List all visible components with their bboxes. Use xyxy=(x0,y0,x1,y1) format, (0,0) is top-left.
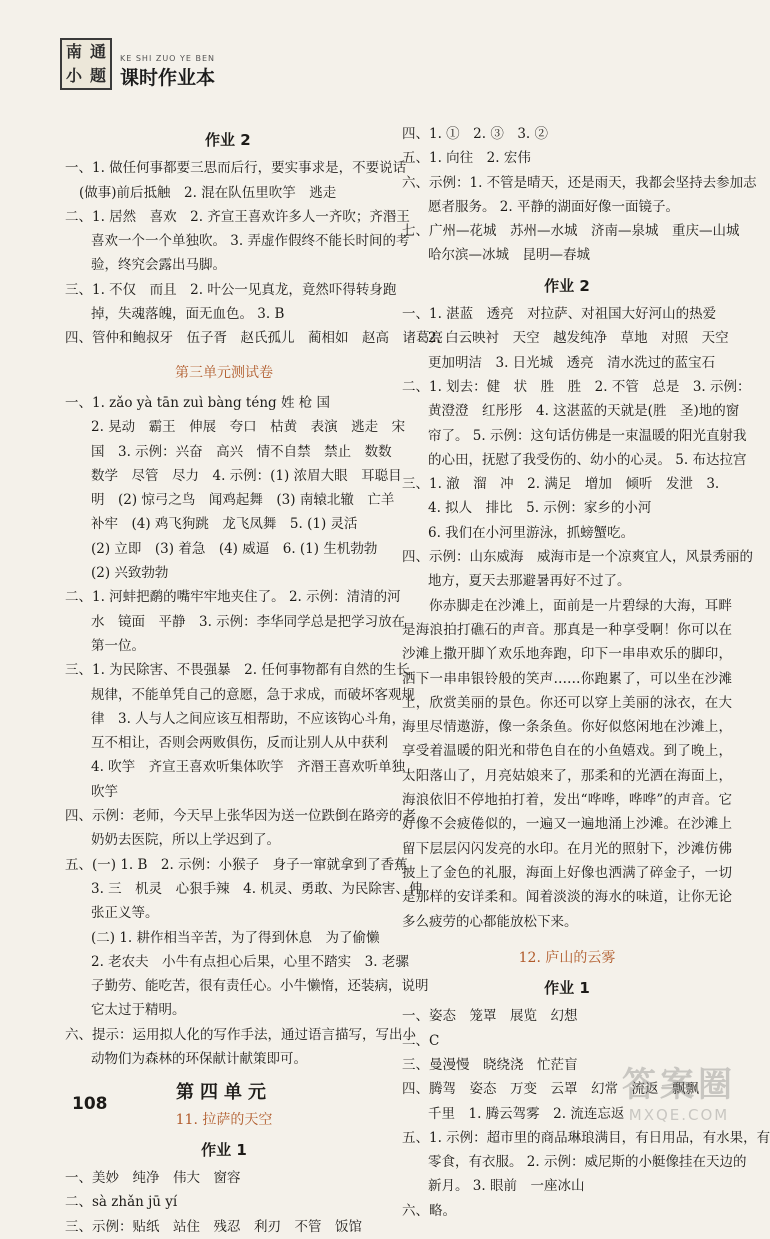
answer-line: 四、管仲和鲍叔牙 伍子胥 赵氏孤儿 蔺相如 赵高 诸葛亮 xyxy=(65,330,443,347)
answer-line: 的心田，抚慰了我受伤的、幼小的心灵。 5. 布达拉宫 xyxy=(428,451,747,468)
answer-line: (2) 兴致勃勃 xyxy=(91,565,169,582)
answer-line: 2. 晃动 霸王 伸展 夸口 枯黄 表演 逃走 宋 xyxy=(91,419,406,436)
answer-line: 奶奶去医院，所以上学迟到了。 xyxy=(91,832,280,849)
answer-line: (2) 立即 (3) 着急 (4) 威逼 6. (1) 生机勃勃 xyxy=(91,540,378,557)
answer-line: 2. 老农夫 小牛有点担心后果，心里不踏实 3. 老骡 xyxy=(91,953,409,970)
answer-line: 三、1. 为民除害、不畏强暴 2. 任何事物都有自然的生长 xyxy=(65,662,410,679)
answer-list xyxy=(65,156,443,350)
answer-line: 三、示例：贴纸 站住 残忍 利刃 不管 饭馆 xyxy=(65,1218,362,1235)
page-number: 108 xyxy=(72,1094,108,1114)
answer-line: 六、提示：运用拟人化的写作手法，通过语言描写，写出小 xyxy=(65,1026,416,1043)
answer-list xyxy=(65,1166,383,1239)
answer-line: 二、C xyxy=(402,1032,440,1049)
answer-line: 愿者服务。 2. 平静的湖面好像一面镜子。 xyxy=(428,198,679,215)
answer-line: 五、(一) 1. B 2. 示例：小猴子 身子一窜就拿到了香蕉 xyxy=(65,856,408,873)
answer-line: (二) 1. 耕作相当辛苦，为了得到休息 为了偷懒 xyxy=(91,929,380,946)
answer-line: 四、示例：山东威海 威海市是一个凉爽宜人，风景秀丽的 xyxy=(402,549,753,566)
section-title: 作业 1 xyxy=(544,979,590,998)
answer-line: 掉，失魂落魄，面无血色。 3. B xyxy=(91,306,285,323)
answer-line: 它太过于精明。 xyxy=(91,1002,186,1019)
answer-line: 二、1. 河蚌把鹬的嘴牢牢地夹住了。 2. 示例：清清的河 xyxy=(65,589,401,606)
answer-line: 6. 我们在小河里游泳，抓螃蟹吃。 xyxy=(428,524,635,541)
answer-line: 一、美妙 纯净 伟大 窗容 xyxy=(65,1170,241,1187)
unit-title: 第四单元 xyxy=(176,1082,272,1104)
answer-line: 第一位。 xyxy=(91,637,145,654)
section-title: 作业 2 xyxy=(544,276,590,295)
answer-line: 张正义等。 xyxy=(91,905,159,922)
answer-list xyxy=(402,122,757,268)
logo-char: 南 xyxy=(65,42,82,61)
answer-line: 新月。 3. 眼前 一座冰山 xyxy=(428,1178,585,1195)
answer-line: 水 镜面 平静 3. 示例：李华同学总是把学习放在 xyxy=(91,613,406,630)
answer-line: 更加明洁 3. 日光城 透亮 清水洗过的蓝宝石 xyxy=(428,354,716,371)
answer-line: 喜欢一个一个单独吹。 3. 弄虚作假终不能长时间的考 xyxy=(91,233,410,250)
answer-line: 六、略。 xyxy=(402,1202,456,1219)
page-header xyxy=(60,38,215,90)
answer-line: 2. 白云映衬 天空 越发纯净 草地 对照 天空 xyxy=(428,330,729,347)
answer-line: 二、1. 居然 喜欢 2. 齐宣王喜欢许多人一齐吹；齐湣王 xyxy=(65,208,410,225)
watermark-text: 答案圈 xyxy=(622,1065,736,1105)
answer-line: 哈尔滨—冰城 昆明—春城 xyxy=(428,247,590,264)
answer-line: 四、示例：老师，今天早上张华因为送一位跌倒在路旁的老 xyxy=(65,808,416,825)
sample-paragraph: 你赤脚走在沙滩上，面前是一片碧绿的大海，耳畔是海浪拍打礁石的声音。那真是一种享受啊！你可以在沙滩上撒开脚丫欢乐地奔跑，印下一串串欢乐的脚印，洒下一串串银铃般的笑声……你跑累了，可以坐在沙滩上，欣赏美丽的景色。你还可以穿上美丽的泳衣，在大海里尽情遨游，像一条条鱼。你好似悠闲地在沙滩上，享受着温暖的阳光和带色自在的小鱼嬉戏。到了晚上，太阳落山了，月亮姑娘来了，那柔和的光洒在海面上，海浪依旧不停地拍打着，发出“哗哗，哗哗”的声音。它好像不会疲倦似的，一遍又一遍地涌上沙滩。在沙滩上留下层层闪闪发亮的水印。在月光的照射下，沙滩仿佛披上了金色的礼服，海面上好像也洒满了碎金子，一切是那样的安详柔和。闻着淡淡的海水的味道，让你无论多么疲劳的心都能放松下来。 xyxy=(402,597,732,930)
answer-line: 四、腾驾 姿态 万变 云罩 幻常 流返 飘飘 xyxy=(402,1081,699,1098)
answer-line: 五、1. 向往 2. 宏伟 xyxy=(402,150,531,167)
answer-line: 三、曼漫慢 晓绕浇 忙茫盲 xyxy=(402,1056,578,1073)
watermark-url: MXQE.COM xyxy=(628,1106,730,1124)
answer-line: 吹竽 xyxy=(91,783,118,800)
answer-list xyxy=(402,302,753,594)
answer-line: 4. 吹竽 齐宣王喜欢听集体吹竽 齐湣王喜欢听单独 xyxy=(91,759,406,776)
answer-line: 零食，有衣服。 2. 示例：威尼斯的小艇像挂在天边的 xyxy=(428,1154,747,1171)
answer-line: 补牢 (4) 鸡飞狗跳 龙飞凤舞 5. (1) 灵活 xyxy=(91,516,358,533)
answer-line: 五、1. 示例：超市里的商品琳琅满目，有日用品，有水果，有 xyxy=(402,1129,770,1146)
answer-line: 三、1. 澈 溜 冲 2. 满足 增加 倾听 发泄 3. xyxy=(402,476,720,493)
section-title: 作业 1 xyxy=(201,1140,247,1159)
section-title: 作业 2 xyxy=(205,131,251,149)
answer-line: 四、1. ① 2. ③ 3. ② xyxy=(402,126,549,142)
lesson-title: 12. 庐山的云雾 xyxy=(518,949,616,966)
answer-line: 明 (2) 惊弓之鸟 闻鸡起舞 (3) 南辕北辙 亡羊 xyxy=(91,492,395,509)
answer-line: 六、示例：1. 不管是晴天，还是雨天，我都会坚持去参加志 xyxy=(402,174,757,191)
answer-line: 3. 三 机灵 心狠手辣 4. 机灵、勇敢、为民除害、伸 xyxy=(91,880,423,897)
answer-line: 地方，夏天去那避暑再好不过了。 xyxy=(428,573,631,590)
answer-line: 国 3. 示例：兴奋 高兴 情不自禁 禁止 数数 xyxy=(91,443,392,460)
answer-line: 一、1. 湛蓝 透亮 对拉萨、对祖国大好河山的热爱 xyxy=(402,306,717,323)
answer-line: 规律，不能单凭自己的意愿，急于求成，而破坏客观规 xyxy=(91,686,415,703)
unit-test-title: 第三单元测试卷 xyxy=(175,364,273,381)
header-text xyxy=(120,54,215,90)
answer-line: (做事)前后抵触 2. 混在队伍里吹竽 逃走 xyxy=(79,184,337,201)
answer-line: 黄澄澄 红彤彤 4. 这湛蓝的天就是(胜 圣)地的窗 xyxy=(428,403,740,420)
logo-char: 小 xyxy=(65,66,82,85)
logo-char: 通 xyxy=(89,42,106,61)
logo-char: 题 xyxy=(89,66,106,85)
header-title: 课时作业本 xyxy=(120,67,216,89)
answer-line: 子勤劳、能吃苦，很有责任心。小牛懒惰，还装病，说明 xyxy=(91,978,429,995)
answer-line: 三、1. 不仅 而且 2. 叶公一见真龙，竟然吓得转身跑 xyxy=(65,281,397,298)
answer-line: 帘了。 5. 示例：这句话仿佛是一束温暖的阳光直射我 xyxy=(428,427,747,444)
answer-line: 一、姿态 笼罩 展览 幻想 xyxy=(402,1008,578,1025)
answer-line: 千里 1. 腾云驾雾 2. 流连忘返 xyxy=(428,1105,625,1122)
answer-line: 验，终究会露出马脚。 xyxy=(91,257,226,274)
answer-line: 一、1. 做任何事都要三思而后行，要实事求是，不要说话 xyxy=(65,160,407,177)
answer-line: 二、1. 划去：健 状 胜 胜 2. 不管 总是 3. 示例： xyxy=(402,378,751,395)
answer-line: 律 3. 人与人之间应该互相帮助，不应该钩心斗角， xyxy=(91,710,406,727)
answer-line: 互不相让，否则会两败俱伤，反而让别人从中获利 xyxy=(91,735,388,752)
answer-line: 一、1. zǎo yà tān zuì bàng téng 姓 枪 国 xyxy=(65,394,331,411)
answer-line: 七、广州—花城 苏州—水城 济南—泉城 重庆—山城 xyxy=(402,223,740,240)
brand-logo xyxy=(60,38,112,90)
answer-line: 数学 尽管 尽力 4. 示例：(1) 浓眉大眼 耳聪目 xyxy=(91,467,402,484)
header-pinyin: KE SHI ZUO YE BEN xyxy=(120,54,216,63)
answer-line: 二、sà zhǎn jū yí xyxy=(65,1194,178,1211)
lesson-title: 11. 拉萨的天空 xyxy=(175,1111,273,1128)
answer-line: 4. 拟人 排比 5. 示例：家乡的小河 xyxy=(428,500,652,517)
watermark-logo xyxy=(622,1057,736,1124)
answer-line: 动物们为森林的环保献计献策即可。 xyxy=(91,1050,307,1067)
